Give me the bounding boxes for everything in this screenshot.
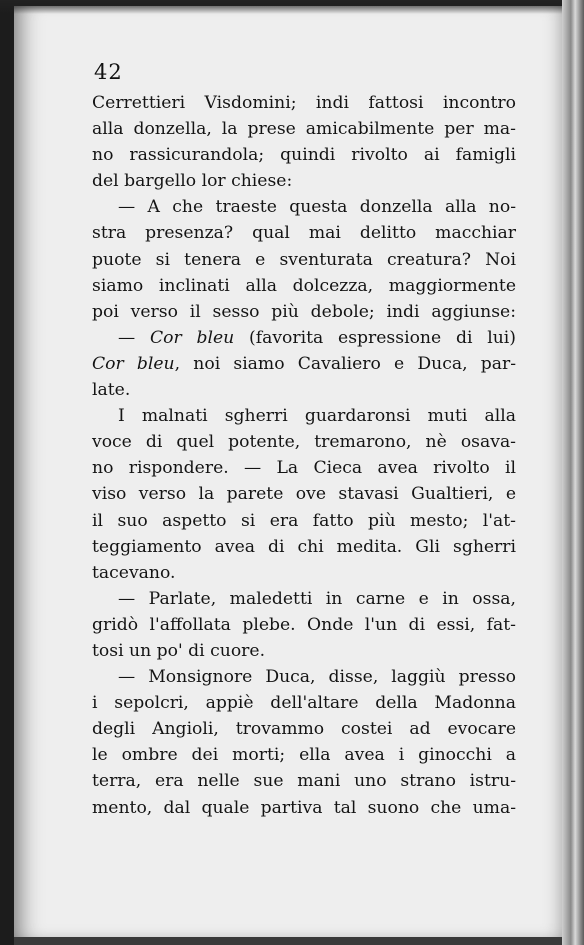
text-line: voce di quel potente, tremarono, nè osava- xyxy=(92,432,516,453)
text-line: — Monsignore Duca, disse, laggiù presso xyxy=(118,667,516,688)
italic-phrase: Cor bleu xyxy=(92,353,175,374)
text-line: poi verso il sesso più debole; indi aggiunse: xyxy=(92,301,516,322)
text-line: i sepolcri, appiè dell'altare della Madonna xyxy=(92,693,516,714)
text-line: no rispondere. — La Cieca avea rivolto il xyxy=(92,458,516,479)
text-line: gridò l'affollata plebe. Onde l'un di essi, fat- xyxy=(92,614,516,635)
bottom-page-edge xyxy=(14,937,562,945)
text-line: no rassicurandola; quindi rivolto ai famigli xyxy=(92,145,516,166)
text-line: siamo inclinati alla dolcezza, maggiormente xyxy=(92,275,516,296)
text-line: del bargello lor chiese: xyxy=(92,171,293,192)
text-line: le ombre dei morti; ella avea i ginocchi a xyxy=(92,745,516,766)
text-line: — Parlate, maledetti in carne e in ossa, xyxy=(118,588,516,609)
body-text xyxy=(92,90,516,821)
text-line: tacevano. xyxy=(92,562,176,583)
text-line: degli Angioli, trovammo costei ad evocare xyxy=(92,719,516,740)
right-page-edge xyxy=(562,0,584,945)
text-line: puote si tenera e sventurata creatura? Noi xyxy=(92,249,516,270)
text-line: mento, dal quale partiva tal suono che uma- xyxy=(92,797,516,818)
text-line: alla donzella, la prese amicabilmente per ma- xyxy=(92,119,516,140)
italic-phrase: Cor bleu xyxy=(149,327,235,348)
text-line: teggiamento avea di chi medita. Gli sgherri xyxy=(92,536,516,557)
top-binding-shadow xyxy=(0,0,584,14)
text-line: Cor bleu, noi siamo Cavaliero e Duca, par- xyxy=(92,353,516,374)
text-line: stra presenza? qual mai delitto macchiar xyxy=(92,223,516,244)
page-number: 42 xyxy=(94,60,123,84)
text-line: il suo aspetto si era fatto più mesto; l'at- xyxy=(92,510,516,531)
text-line: — A che traeste questa donzella alla no- xyxy=(118,197,516,218)
text-line: — Cor bleu (favorita espressione di lui) xyxy=(118,327,517,348)
text-line: terra, era nelle sue mani uno strano istru- xyxy=(92,771,516,792)
text-line: late. xyxy=(92,380,131,401)
text-line: I malnati sgherri guardaronsi muti alla xyxy=(118,406,516,427)
text-line: tosi un po' di cuore. xyxy=(92,640,266,661)
text-line: viso verso la parete ove stavasi Gualtieri, e xyxy=(92,484,516,505)
text-line: Cerrettieri Visdomini; indi fattosi incontro xyxy=(92,93,516,113)
